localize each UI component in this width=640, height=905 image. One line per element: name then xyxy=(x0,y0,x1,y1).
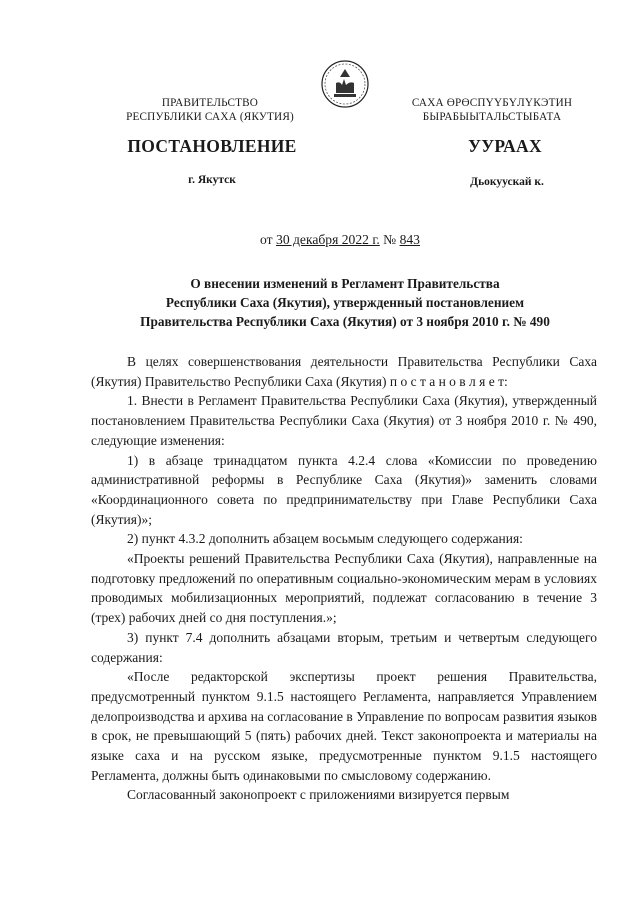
date-number-line xyxy=(0,232,640,248)
org-line: БЫРАБЫЫТАЛЬСТЫБАТА xyxy=(422,111,562,123)
org-line: САХА ӨРӨСПҮҮБҮЛҮКЭТИН xyxy=(411,97,573,109)
coat-of-arms-emblem-icon xyxy=(320,59,370,109)
city-sakha: Дьокуускай к. xyxy=(470,176,544,188)
org-name-russian xyxy=(110,96,310,124)
title-line: Правительства Республики Саха (Якутия) от 3 ноября 2010 г. № 490 xyxy=(140,314,550,329)
doc-type-sakha: УУРААХ xyxy=(468,136,542,156)
doc-type-russian: ПОСТАНОВЛЕНИЕ xyxy=(127,136,297,156)
document-date: 30 декабря 2022 г. xyxy=(276,232,380,247)
body-paragraph: 1) в абзаце тринадцатом пункта 4.2.4 слова «Комиссии по проведению административной реформы в Республике Саха (Якутия)» заменить словами «Координационного совета по предпринимательству при Главе Республики Саха (Якутия)»; xyxy=(91,452,597,527)
org-line: РЕСПУБЛИКИ САХА (ЯКУТИЯ) xyxy=(126,111,294,123)
title-line: О внесении изменений в Регламент Правительства xyxy=(190,276,500,291)
city-russian: г. Якутск xyxy=(188,174,236,186)
body-paragraph: 1. Внести в Регламент Правительства Республики Саха (Якутия), утвержденный постановлением Правительства Республики Саха (Якутия) от 3 ноября 2010 г. № 490, следующие изменения: xyxy=(91,393,597,448)
document-number: 843 xyxy=(399,232,420,247)
body-paragraph: В целях совершенствования деятельности Правительства Республики Саха (Якутия) Правительство Республики Саха (Якутия) п о с т а н о в л я е т: xyxy=(91,354,597,389)
document-body xyxy=(91,352,597,805)
org-name-sakha xyxy=(386,96,598,124)
emblem-svg xyxy=(320,59,370,109)
document-title xyxy=(95,274,595,331)
org-line: ПРАВИТЕЛЬСТВО xyxy=(161,97,259,109)
title-line: Республики Саха (Якутия), утвержденный постановлением xyxy=(165,295,525,310)
body-paragraph: «Проекты решений Правительства Республики Саха (Якутия), направленные на подготовку предложений по оперативным социально-экономическим мерам в условиях проводимых мобилизационных мероприятий, подлежат согласованию в течение 3 (трех) рабочих дней со дня поступления.»; xyxy=(91,551,597,626)
number-prefix: № xyxy=(379,232,400,247)
body-paragraph: 2) пункт 4.3.2 дополнить абзацем восьмым следующего содержания: xyxy=(127,531,523,547)
body-paragraph: 3) пункт 7.4 дополнить абзацами вторым, третьим и четвертым следующего содержания: xyxy=(91,629,597,665)
body-paragraph: «После редакторской экспертизы проект решения Правительства, предусмотренный пунктом 9.1.5 настоящего Регламента, направляется Управлением делопроизводства и архива на согласование в Управление по вопросам развития языков в срок, не превышающий 5 (пять) рабочих дней. Текст законопроекта и материалы на языке саха и на русском языке, предусмотренные пунктом 9.1.5 настоящего Регламента, должны быть одинаковыми по смысловому содержанию. xyxy=(91,669,597,783)
date-prefix: от xyxy=(260,232,277,247)
body-paragraph: Согласованный законопроект с приложениями визируется первым xyxy=(127,787,510,803)
